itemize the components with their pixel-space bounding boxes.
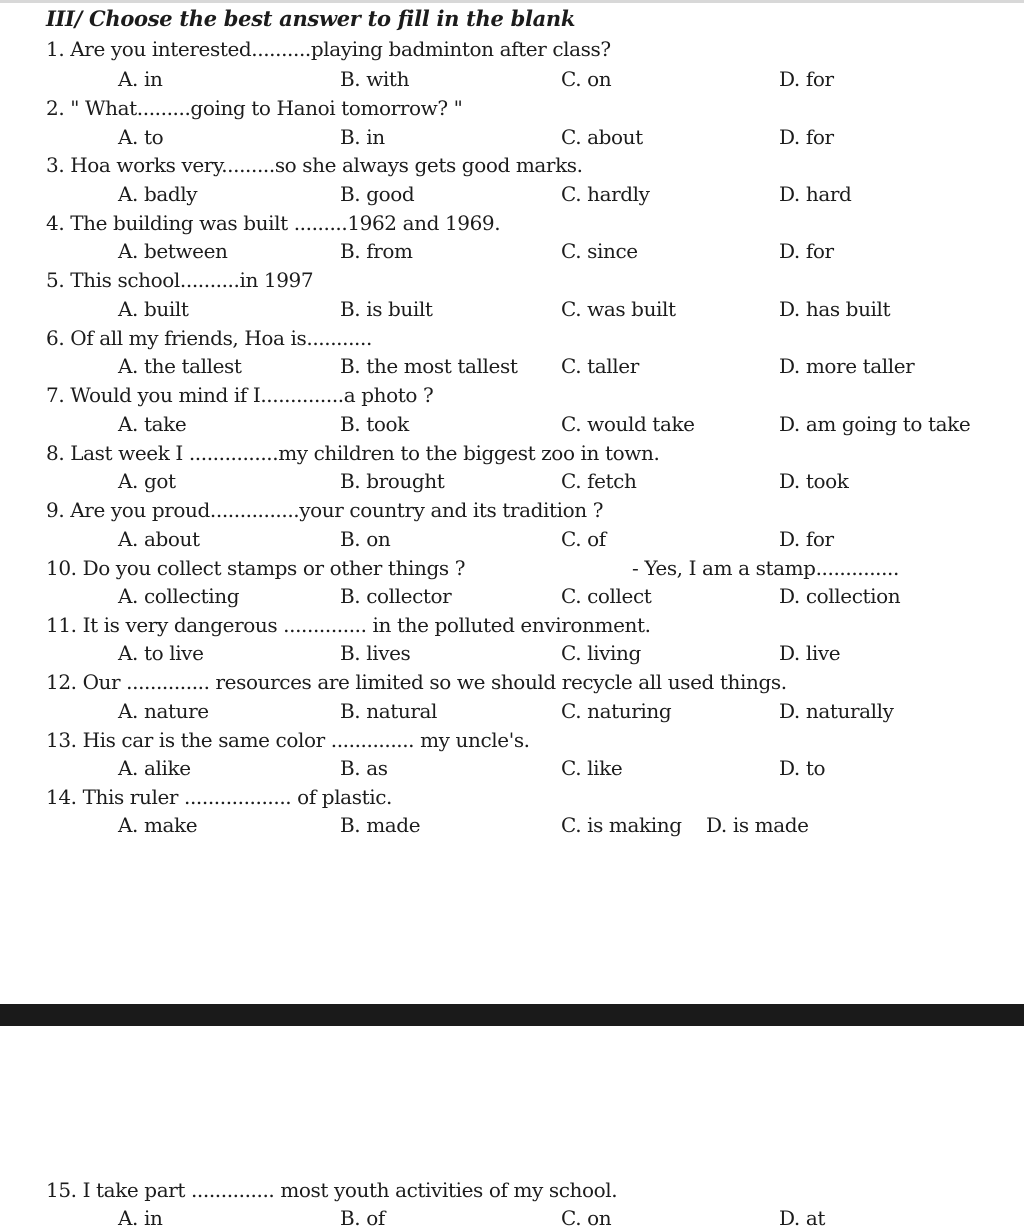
option-d[interactable]: D. at xyxy=(779,1206,825,1230)
option-a[interactable]: A. about xyxy=(118,527,200,551)
option-c[interactable]: C. about xyxy=(561,125,643,149)
question-text: 11. It is very dangerous .............. in the polluted environment. xyxy=(46,613,651,637)
question-text: 1. Are you interested..........playing badminton after class? xyxy=(46,37,611,61)
options-row-14 xyxy=(0,812,1024,838)
option-a[interactable]: A. alike xyxy=(118,756,191,780)
option-b[interactable]: B. in xyxy=(340,125,385,149)
question-text: 14. This ruler .................. of plastic. xyxy=(46,785,392,809)
options-row-13 xyxy=(0,755,1024,781)
option-a[interactable]: A. between xyxy=(118,239,228,263)
option-c[interactable]: C. of xyxy=(561,527,606,551)
question-text: 13. His car is the same color .............. my uncle's. xyxy=(46,728,530,752)
question-text: 15. I take part .............. most youth activities of my school. xyxy=(46,1178,618,1202)
question-text: 7. Would you mind if I..............a photo ? xyxy=(46,383,434,407)
option-a[interactable]: A. in xyxy=(118,1206,163,1230)
question-text: 12. Our .............. resources are limited so we should recycle all used things. xyxy=(46,670,787,694)
option-d[interactable]: D. took xyxy=(779,469,849,493)
option-b[interactable]: B. brought xyxy=(340,469,445,493)
option-d[interactable]: D. live xyxy=(779,641,841,665)
option-d[interactable]: D. am going to take xyxy=(779,412,971,436)
option-c[interactable]: C. would take xyxy=(561,412,695,436)
option-c[interactable]: C. since xyxy=(561,239,638,263)
option-d[interactable]: D. for xyxy=(779,125,834,149)
question-text: 3. Hoa works very.........so she always gets good marks. xyxy=(46,153,583,177)
option-c[interactable]: C. on xyxy=(561,67,612,91)
option-b[interactable]: B. lives xyxy=(340,641,411,665)
options-row-15 xyxy=(0,1205,1024,1231)
option-a[interactable]: A. to xyxy=(118,125,164,149)
options-row-4 xyxy=(0,238,1024,264)
option-a[interactable]: A. take xyxy=(118,412,187,436)
option-a[interactable]: A. built xyxy=(118,297,189,321)
options-row-1 xyxy=(0,66,1024,92)
option-c[interactable]: C. was built xyxy=(561,297,676,321)
section-heading: III/ Choose the best answer to fill in the blank xyxy=(46,6,576,31)
option-b[interactable]: B. took xyxy=(340,412,409,436)
options-row-10 xyxy=(0,583,1024,609)
option-a[interactable]: A. collecting xyxy=(118,584,240,608)
option-b[interactable]: B. good xyxy=(340,182,415,206)
option-d[interactable]: D. for xyxy=(779,67,834,91)
option-d[interactable]: D. hard xyxy=(779,182,852,206)
option-d[interactable]: D. for xyxy=(779,527,834,551)
option-c[interactable]: C. living xyxy=(561,641,641,665)
option-b[interactable]: B. the most tallest xyxy=(340,354,518,378)
options-row-9 xyxy=(0,526,1024,552)
options-row-2 xyxy=(0,124,1024,150)
option-d[interactable]: D. naturally xyxy=(779,699,894,723)
option-c[interactable]: C. taller xyxy=(561,354,639,378)
option-d[interactable]: D. to xyxy=(779,756,826,780)
option-b[interactable]: B. is built xyxy=(340,297,433,321)
question-text: 8. Last week I ...............my children to the biggest zoo in town. xyxy=(46,441,660,465)
question-text: 5. This school..........in 1997 xyxy=(46,268,314,292)
question-text: 9. Are you proud...............your country and its tradition ? xyxy=(46,498,604,522)
question-reply: - Yes, I am a stamp.............. xyxy=(632,556,899,580)
option-a[interactable]: A. the tallest xyxy=(118,354,242,378)
option-d[interactable]: D. for xyxy=(779,239,834,263)
option-a[interactable]: A. make xyxy=(118,813,198,837)
option-c[interactable]: C. collect xyxy=(561,584,652,608)
options-row-11 xyxy=(0,640,1024,666)
option-c[interactable]: C. is making xyxy=(561,813,682,837)
option-d[interactable]: D. is made xyxy=(706,813,809,837)
question-text: 2. " What.........going to Hanoi tomorrow? " xyxy=(46,96,463,120)
option-b[interactable]: B. natural xyxy=(340,699,438,723)
option-a[interactable]: A. to live xyxy=(118,641,204,665)
options-row-5 xyxy=(0,296,1024,322)
options-row-7 xyxy=(0,411,1024,437)
option-c[interactable]: C. hardly xyxy=(561,182,650,206)
option-b[interactable]: B. with xyxy=(340,67,410,91)
option-a[interactable]: A. got xyxy=(118,469,176,493)
option-c[interactable]: C. naturing xyxy=(561,699,672,723)
page-divider-bar xyxy=(0,1004,1024,1026)
option-d[interactable]: D. has built xyxy=(779,297,891,321)
option-a[interactable]: A. in xyxy=(118,67,163,91)
question-text: 4. The building was built .........1962 and 1969. xyxy=(46,211,501,235)
option-c[interactable]: C. fetch xyxy=(561,469,637,493)
question-text: 6. Of all my friends, Hoa is........... xyxy=(46,326,372,350)
option-d[interactable]: D. more taller xyxy=(779,354,915,378)
page-top-edge xyxy=(0,0,1024,3)
question-text: 10. Do you collect stamps or other things ? xyxy=(46,556,466,580)
option-a[interactable]: A. nature xyxy=(118,699,209,723)
option-b[interactable]: B. made xyxy=(340,813,421,837)
options-row-3 xyxy=(0,181,1024,207)
option-a[interactable]: A. badly xyxy=(118,182,198,206)
options-row-8 xyxy=(0,468,1024,494)
option-c[interactable]: C. like xyxy=(561,756,623,780)
option-b[interactable]: B. of xyxy=(340,1206,385,1230)
option-c[interactable]: C. on xyxy=(561,1206,612,1230)
options-row-12 xyxy=(0,698,1024,724)
option-b[interactable]: B. as xyxy=(340,756,388,780)
option-b[interactable]: B. from xyxy=(340,239,413,263)
option-b[interactable]: B. collector xyxy=(340,584,452,608)
option-b[interactable]: B. on xyxy=(340,527,391,551)
option-d[interactable]: D. collection xyxy=(779,584,901,608)
options-row-6 xyxy=(0,353,1024,379)
